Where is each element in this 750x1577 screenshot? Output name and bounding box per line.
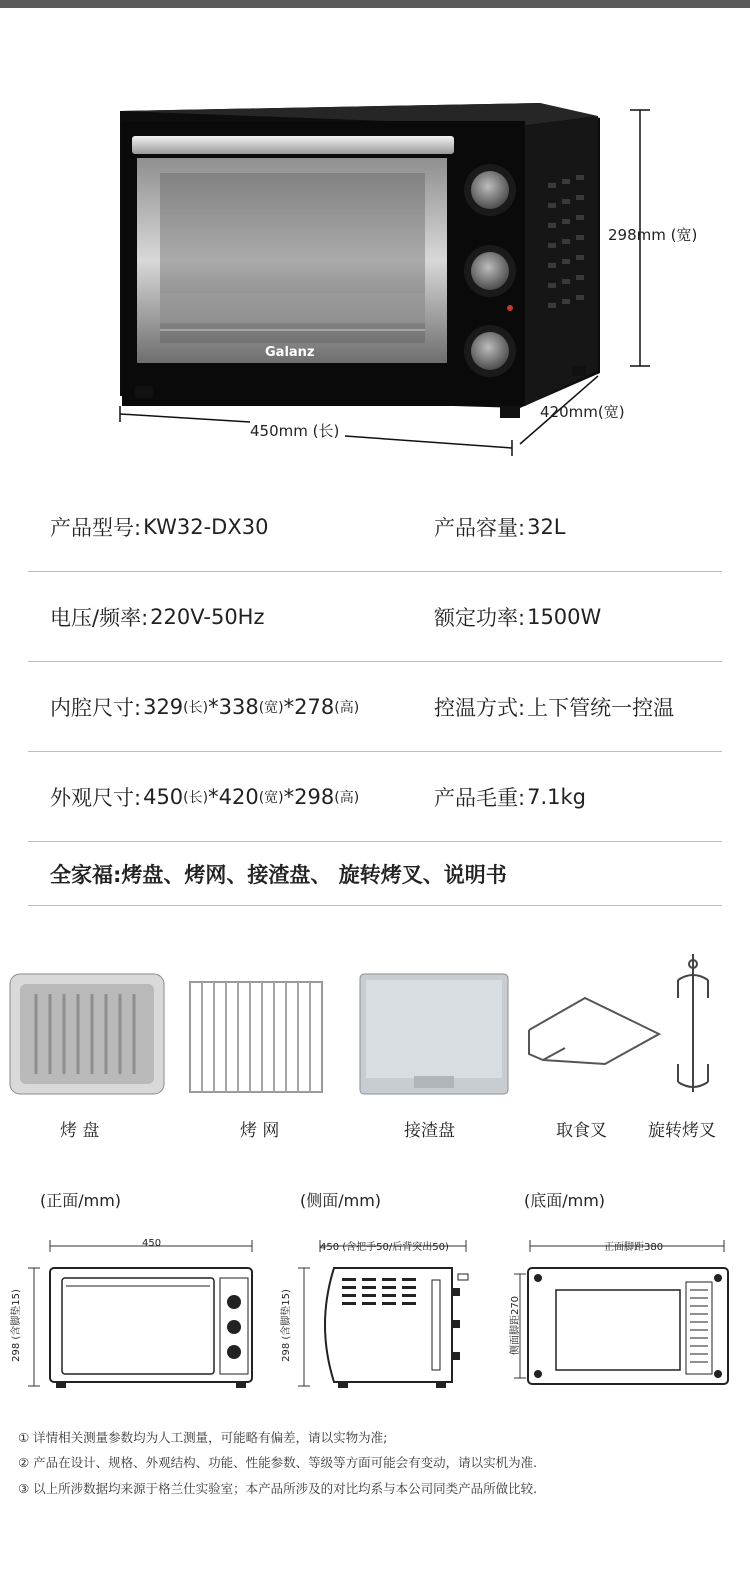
unit-label: (长) <box>183 789 209 806</box>
spec-value: 220V-50Hz <box>150 604 265 629</box>
spec-weight <box>434 752 586 841</box>
family-label: 全家福: <box>50 862 122 887</box>
spec-label: 电压/频率: <box>50 605 149 630</box>
spec-value: *298 <box>283 784 335 809</box>
spec-label: 内腔尺寸: <box>50 695 142 720</box>
spec-value: 7.1kg <box>527 784 586 809</box>
depth-dimension-label: 420mm(宽) <box>540 403 625 421</box>
spec-value: 1500W <box>527 604 602 629</box>
brand-logo: Galanz <box>265 345 315 360</box>
spec-label: 产品容量: <box>434 515 526 540</box>
spec-label: 产品型号: <box>50 515 142 540</box>
spec-value: 329 <box>143 694 184 719</box>
spec-value: 450 <box>143 784 184 809</box>
side-view-title: (侧面/mm) <box>300 1191 382 1210</box>
spec-value: *338 <box>208 694 259 719</box>
side-height-label: 298 (含脚垫15) <box>280 1289 292 1362</box>
family-value: 烤盘、烤网、接渣盘、 旋转烤叉、说明书 <box>121 862 507 887</box>
accessory-label: 旋转烤叉 <box>648 1121 716 1141</box>
bottom-view-title: (底面/mm) <box>524 1191 606 1210</box>
spec-value: 32L <box>527 514 566 539</box>
front-view-drawing <box>16 1238 256 1392</box>
note-item: ① 详情相关测量参数均为人工测量，可能略有偏差，请以实物为准; <box>18 1430 388 1445</box>
bottom-height-label: 侧面脚距270 <box>510 1295 522 1356</box>
side-width-label: 450 (含把手50/后背突出50) <box>320 1242 449 1253</box>
spec-row-exterior <box>28 752 722 842</box>
spec-label: 产品毛重: <box>434 785 526 810</box>
front-width-label: 450 <box>142 1238 162 1249</box>
side-view-drawing <box>286 1238 476 1392</box>
spec-value: *420 <box>208 784 259 809</box>
unit-label: (宽) <box>258 699 284 716</box>
spec-temp-control <box>434 662 674 751</box>
spec-exterior-size <box>50 752 359 841</box>
bottom-width-label: 正面脚距380 <box>604 1242 664 1253</box>
front-height-label: 298 (含脚垫15) <box>10 1289 22 1362</box>
unit-label: (高) <box>334 699 360 716</box>
bottom-view-drawing <box>510 1238 736 1392</box>
spec-row-cavity <box>28 662 722 752</box>
accessory-label: 取食叉 <box>556 1121 607 1141</box>
spec-row-family <box>28 842 722 906</box>
spec-label: 控温方式: <box>434 695 526 720</box>
spec-capacity <box>434 482 566 571</box>
spec-label: 额定功率: <box>434 605 526 630</box>
spec-value: *278 <box>283 694 335 719</box>
spec-row-model <box>28 482 722 572</box>
unit-label: (高) <box>334 789 360 806</box>
tray-handle-icon <box>525 994 663 1074</box>
accessory-label: 接渣盘 <box>404 1121 455 1141</box>
baking-tray-icon <box>8 972 166 1097</box>
top-bar <box>0 0 750 8</box>
rotisserie-fork-icon <box>670 952 716 1094</box>
spec-label: 外观尺寸: <box>50 785 142 810</box>
spec-row-voltage <box>28 572 722 662</box>
spec-cavity-size <box>50 662 359 751</box>
unit-label: (宽) <box>258 789 284 806</box>
front-view-title: (正面/mm) <box>40 1191 122 1210</box>
family-set <box>50 842 507 905</box>
unit-label: (长) <box>183 699 209 716</box>
note-item: ③ 以上所涉数据均来源于格兰仕实验室；本产品所涉及的对比均系与本公司同类产品所做比较. <box>18 1481 538 1496</box>
accessory-label: 烤 盘 <box>60 1121 100 1141</box>
accessory-label: 烤 网 <box>240 1121 280 1141</box>
note-item: ② 产品在设计、规格、外观结构、功能、性能参数、等级等方面可能会有变动，请以实机为准. <box>18 1455 538 1470</box>
spec-voltage <box>50 572 265 661</box>
spec-model <box>50 482 268 571</box>
spec-value: KW32-DX30 <box>143 514 269 539</box>
spec-power <box>434 572 601 661</box>
width-dimension-label: 450mm (长) <box>250 422 340 440</box>
spec-value: 上下管统一控温 <box>527 695 675 720</box>
product-hero <box>0 8 750 468</box>
crumb-tray-icon <box>358 972 510 1096</box>
wire-rack-icon <box>188 980 324 1094</box>
height-dimension-label: 298mm (宽) <box>608 226 698 244</box>
